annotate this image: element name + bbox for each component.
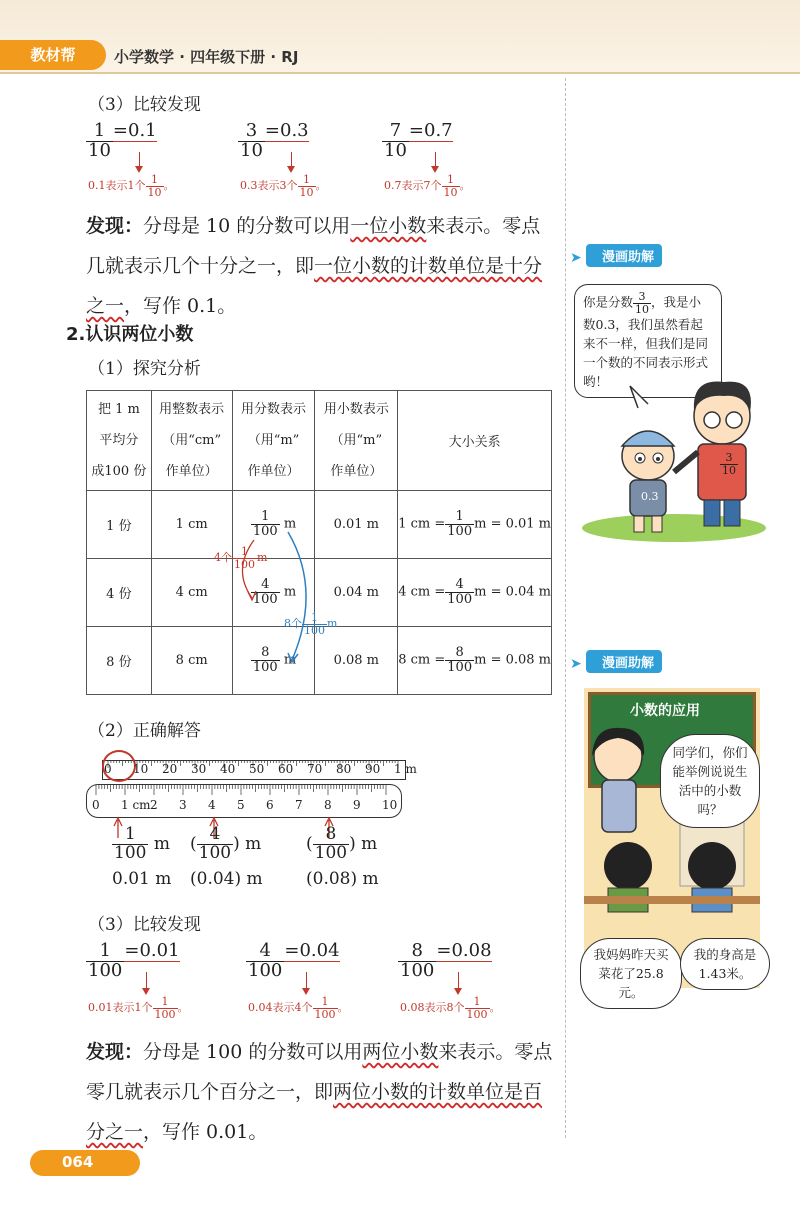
comic1-illustration — [574, 360, 774, 550]
meter-labels — [102, 762, 417, 778]
shirt-label-2: $\frac{3}{10}$ — [722, 451, 736, 477]
brand-tab: 教材帮 — [0, 40, 106, 70]
ruler-label: 4 — [208, 798, 216, 812]
compare-heading-2: （3）比较发现 — [88, 915, 201, 935]
sidebar-divider — [565, 78, 566, 1138]
ruler-label: 5 — [237, 798, 245, 812]
ruler-label: 1 cm — [121, 798, 151, 812]
comic1-bubble: 你是分数 $\frac{3}{10}$ ，我是小数0.3，我们虽然看起来不一样，但我们是同一个数的不同表示形式哟！ — [574, 284, 722, 398]
section-title: 2.认识两位小数 — [66, 324, 194, 345]
table-row: 1 份 1 cm $\frac{1}{100}$ m 0.01 m 1 cm = $\frac{1}{100}$ m = 0.01 m — [87, 491, 552, 559]
book-title: 小学数学 · 四年级下册 · RJ — [114, 48, 299, 66]
comic-tag-1: 漫画助解 — [586, 244, 662, 267]
finding-paragraph-1: 发现：分母是 10 的分数可以用一位小数来表示。零点几就表示几个十分之一，即一位小数的计数单位是十分之一，写作 0.1。 — [86, 215, 543, 317]
ruler-label: 10 — [133, 762, 149, 776]
compare-heading-1: （3）比较发现 — [88, 95, 201, 115]
kid1-bubble: 我妈妈昨天买菜花了25.8元。 — [580, 938, 682, 1009]
ruler-label: 9 — [353, 798, 361, 812]
ruler-label: 40 — [220, 762, 236, 776]
tag-arrow-icon: ➤ — [570, 250, 582, 266]
ruler-label: 60 — [278, 762, 294, 776]
ruler-label: 20 — [162, 762, 178, 776]
header-divider — [0, 72, 800, 74]
table-header-row: 把 1 m 平均分 成100 份 用整数表示 （用“cm” 作单位） 用分数表示 （用“m” 作单位） 用小数表示 （用“m” 作单位） 大小关系 — [87, 391, 552, 491]
teacher-bubble: 同学们，你们能举例说说生活中的小数吗？ — [660, 734, 760, 828]
annotation-4x: 4个 $\frac{1}{100}$ m — [214, 545, 268, 571]
ruler-label: 30 — [191, 762, 207, 776]
table-arrows — [226, 520, 316, 680]
blackboard-title: 小数的应用 — [630, 703, 700, 719]
ruler-label: 1 m — [394, 762, 417, 776]
analysis-table — [86, 390, 552, 695]
answer-heading: （2）正确解答 — [88, 721, 201, 741]
compare-item: $\frac{4}{100}$ =0.04 0.04表示4个 $\frac{1}{100}$ 。 — [248, 939, 349, 1021]
centimeter-labels — [86, 798, 404, 814]
compare-item: $\frac{1}{10}$ =0.1 0.1表示1个 $\frac{1}{10}$ 。 — [88, 119, 175, 199]
ruler-label: 3 — [179, 798, 187, 812]
compare-item: $\frac{8}{100}$ =0.08 0.08表示8个 $\frac{1}{100}$ 。 — [400, 939, 501, 1021]
ruler-label: 70 — [307, 762, 323, 776]
answer-2: ( $\frac{4}{100}$ ) m (0.04) m — [190, 824, 263, 889]
ruler-label: 7 — [295, 798, 303, 812]
meter-ruler — [102, 752, 417, 780]
ruler-label: 8 — [324, 798, 332, 812]
shirt-label-1: 0.3 — [641, 490, 659, 503]
explore-heading: （1）探究分析 — [88, 359, 201, 379]
compare-item: $\frac{7}{10}$ =0.7 0.7表示7个 $\frac{1}{10}$ 。 — [384, 119, 471, 199]
kid2-bubble: 我的身高是1.43米。 — [680, 938, 770, 990]
compare-row-1 — [86, 119, 556, 202]
ruler-label: 80 — [336, 762, 352, 776]
ruler-label: 2 — [150, 798, 158, 812]
annotation-8x: 8个 $\frac{1}{100}$ m — [284, 611, 338, 637]
ruler-label: 6 — [266, 798, 274, 812]
compare-item: $\frac{1}{100}$ =0.01 0.01表示1个 $\frac{1}{100}$ 。 — [88, 939, 189, 1021]
tag-arrow-icon: ➤ — [570, 656, 582, 672]
ruler-label: 10 — [382, 798, 398, 812]
page-number: 064 — [62, 1153, 94, 1171]
ruler-label: 50 — [249, 762, 265, 776]
centimeter-ticks — [86, 785, 404, 799]
compare-row-2 — [86, 939, 556, 1026]
ruler-label: 90 — [365, 762, 381, 776]
ruler-label: 0 — [104, 762, 112, 776]
ruler-label: 0 — [92, 798, 100, 812]
answer-3: ( $\frac{8}{100}$ ) m (0.08) m — [306, 824, 379, 889]
compare-item: $\frac{3}{10}$ =0.3 0.3表示3个 $\frac{1}{10}$ 。 — [240, 119, 327, 199]
table-row: 4 份 4 cm $\frac{4}{100}$ m 0.04 m 4 cm = $\frac{4}{100}$ m = 0.04 m — [87, 559, 552, 627]
answer-1: $\frac{1}{100}$ m 0.01 m — [112, 824, 172, 889]
finding-paragraph-2: 发现：分母是 100 的分数可以用两位小数来表示。零点零几就表示几个百分之一，即两位小数的计数单位是百分之一，写作 0.01。 — [86, 1041, 553, 1143]
comic-tag-2: 漫画助解 — [586, 650, 662, 673]
table-row: 8 份 8 cm $\frac{8}{100}$ m 0.08 m 8 cm = $\frac{8}{100}$ m = 0.08 m — [87, 627, 552, 695]
